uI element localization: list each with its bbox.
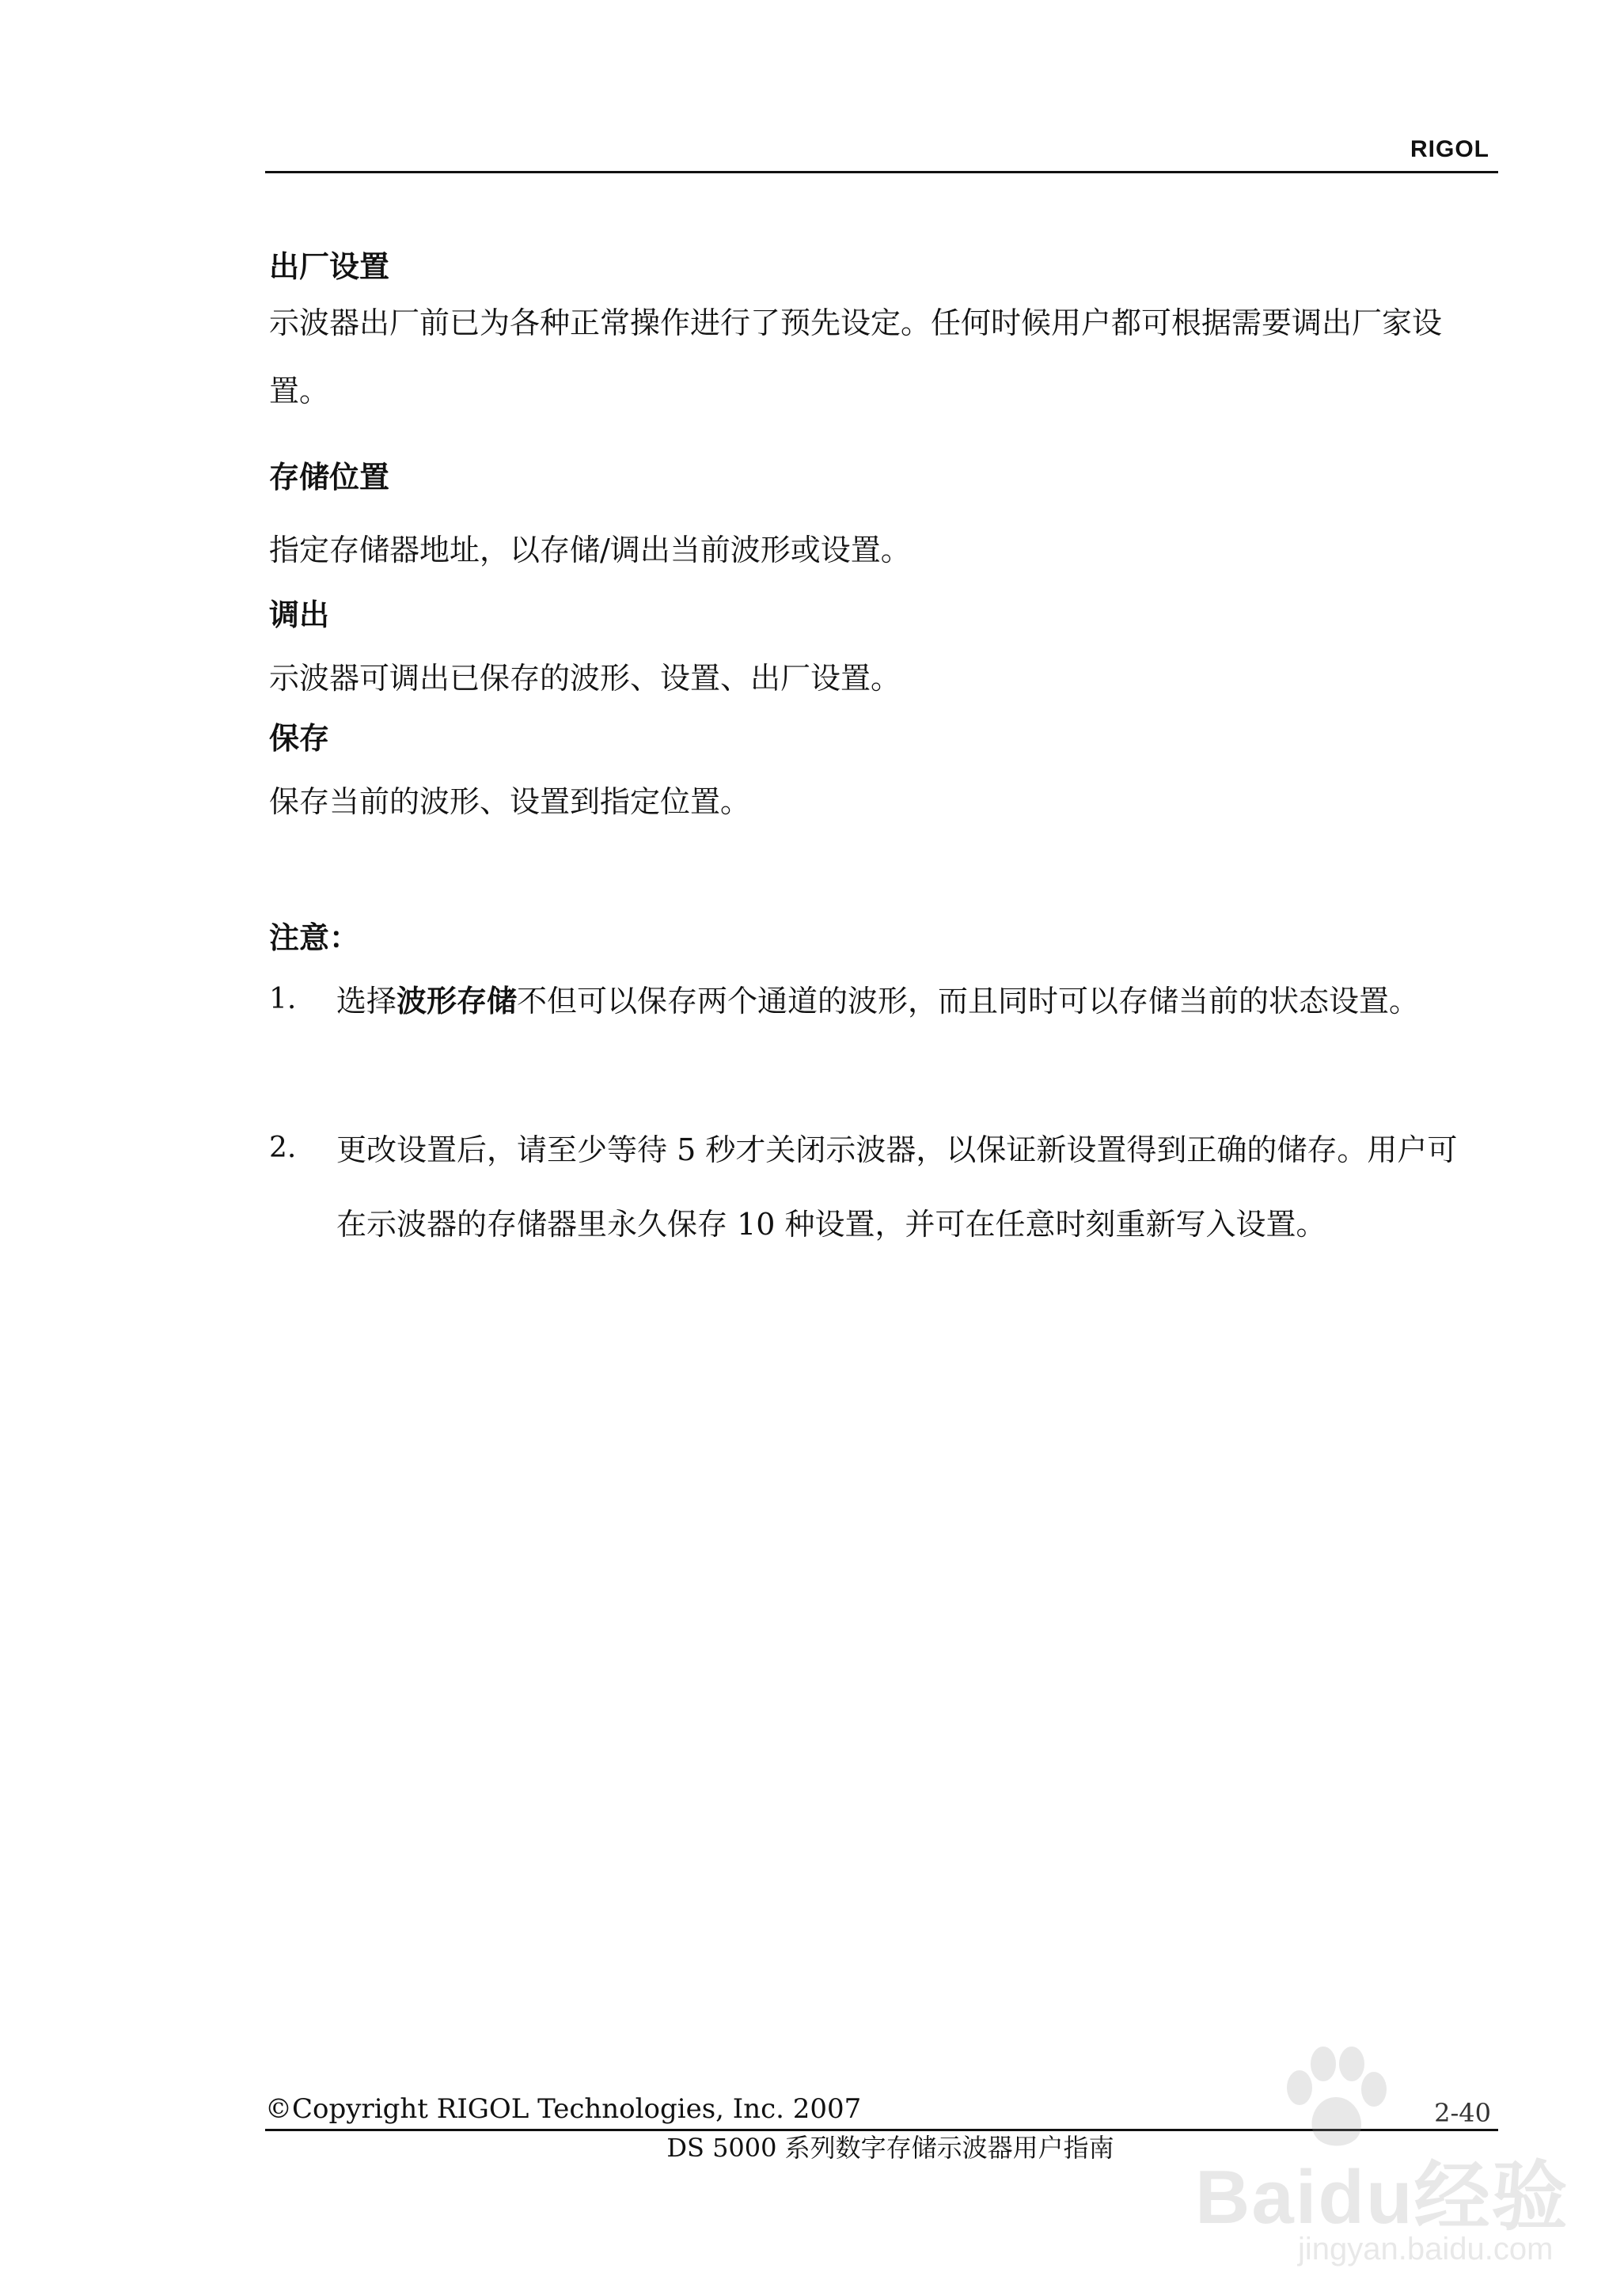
section-body: 保存当前的波形、设置到指定位置。 xyxy=(269,784,751,819)
footer-document-title: DS 5000 系列数字存储示波器用户指南 xyxy=(666,2133,1114,2163)
section-body: 指定存储器地址，以存储/调出当前波形或设置。 xyxy=(269,533,911,567)
section-heading: 保存 xyxy=(269,720,330,756)
watermark-logo-text: Baidu经验 xyxy=(1195,2155,1569,2240)
section-factory-settings xyxy=(269,247,1480,425)
paw-icon xyxy=(1274,2042,1393,2153)
section-storage-location xyxy=(269,457,1480,570)
note-item-highlight: 波形存储 xyxy=(397,983,518,1019)
baidu-watermark xyxy=(1148,2042,1569,2267)
note-item-1 xyxy=(336,964,1484,1038)
note-item-number: 1. xyxy=(269,983,297,1015)
section-body: 示波器可调出已保存的波形、设置、出厂设置。 xyxy=(269,661,901,696)
section-heading: 存储位置 xyxy=(269,459,390,495)
watermark-url: jingyan.baidu.com xyxy=(1298,2232,1554,2267)
note-heading: 注意： xyxy=(269,920,360,955)
note-item-post: 不但可以保存两个通道的波形，而且同时可以存储当前的状态设置。 xyxy=(517,984,1420,1019)
footer-copyright: ©Copyright RIGOL Technologies, Inc. 2007 xyxy=(265,2093,862,2125)
section-save xyxy=(269,719,1480,821)
note-item-pre: 选择 xyxy=(336,984,397,1019)
section-heading: 出厂设置 xyxy=(269,248,390,284)
note-item-2: 更改设置后，请至少等待 5 秒才关闭示波器，以保证新设置得到正确的储存。用户可在示波器的存储器里永久保存 10 种设置，并可在任意时刻重新写入设置。 xyxy=(336,1132,1458,1242)
section-body: 示波器出厂前已为各种正常操作进行了预先设定。任何时候用户都可根据需要调出厂家设置。 xyxy=(269,305,1443,408)
footer-page-number: 2-40 xyxy=(1434,2098,1491,2128)
header-brand: RIGOL xyxy=(1410,136,1489,162)
section-recall xyxy=(269,595,1480,698)
header-rule xyxy=(265,171,1498,173)
note-item-number: 2. xyxy=(269,1132,297,1164)
note-heading-block xyxy=(269,918,1480,958)
section-heading: 调出 xyxy=(269,597,330,632)
